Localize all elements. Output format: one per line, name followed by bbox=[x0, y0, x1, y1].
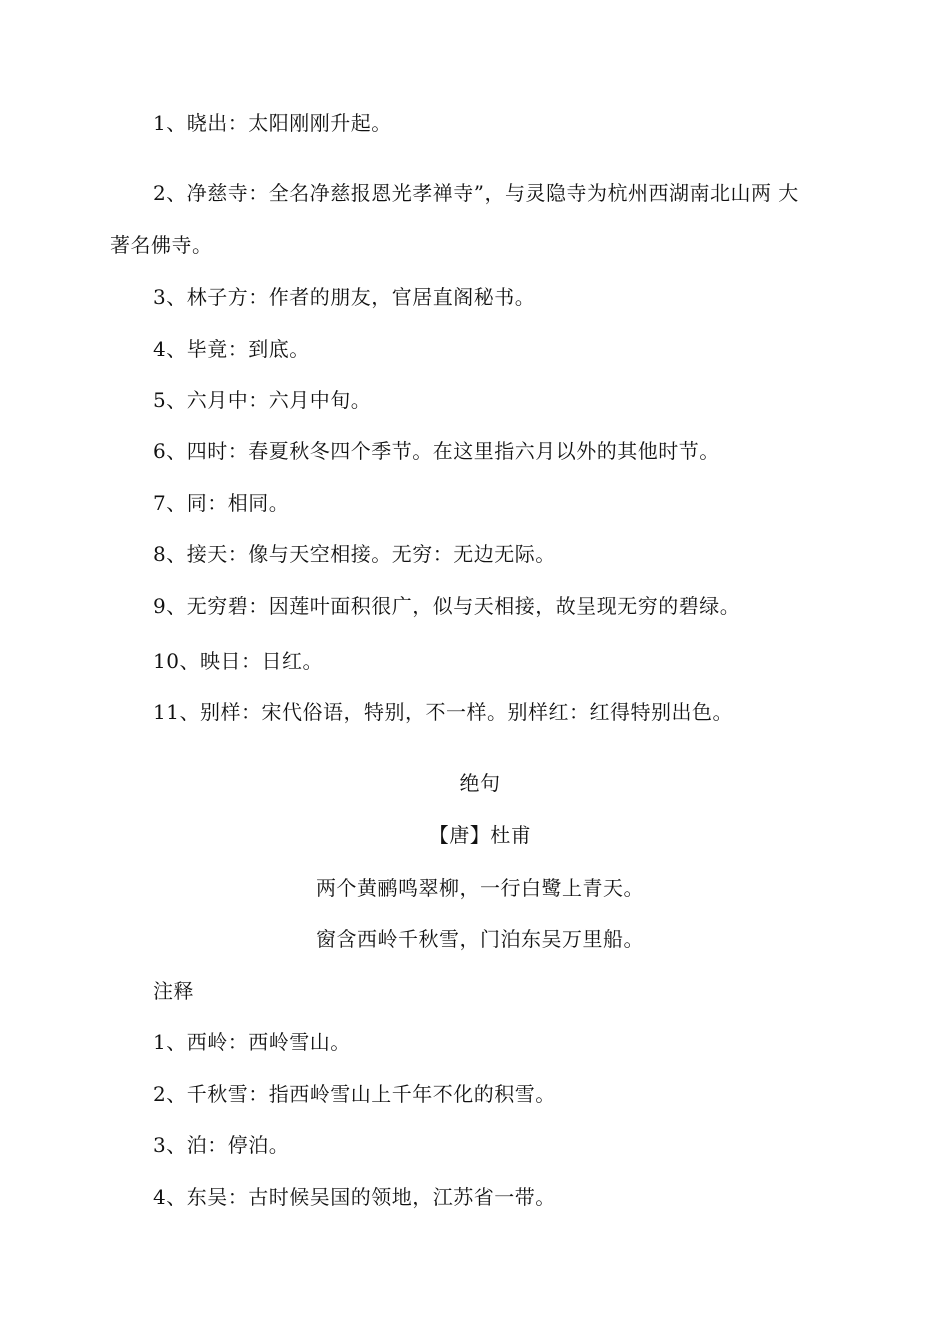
note-11: 11、别样：宋代俗语，特别，不一样。别样红：红得特别出色。 bbox=[153, 700, 733, 724]
note-10: 10、映日：日红。 bbox=[153, 649, 323, 673]
poem-author: 【唐】杜甫 bbox=[428, 823, 532, 847]
annotation-2: 2、千秋雪：指西岭雪山上千年不化的积雪。 bbox=[153, 1082, 556, 1106]
note-4: 4、毕竟：到底。 bbox=[153, 337, 310, 361]
poem-title: 绝句 bbox=[459, 771, 501, 795]
note-9: 9、无穷碧：因莲叶面积很广，似与天相接，故呈现无穷的碧绿。 bbox=[153, 594, 741, 618]
note-2: 2、净慈寺：全名净慈报恩光孝禅寺”，与灵隐寺为杭州西湖南北山两 大 bbox=[153, 181, 799, 205]
annotation-3: 3、泊：停泊。 bbox=[153, 1133, 290, 1157]
poem-line-1: 两个黄鹂鸣翠柳，一行白鹭上青天。 bbox=[316, 876, 644, 900]
poem-line-2: 窗含西岭千秋雪，门泊东吴万里船。 bbox=[316, 927, 644, 951]
note-3: 3、林子方：作者的朋友，官居直阁秘书。 bbox=[153, 285, 536, 309]
note-2-continued: 著名佛寺。 bbox=[110, 233, 213, 257]
annotation-heading: 注释 bbox=[153, 979, 194, 1003]
note-6: 6、四时：春夏秋冬四个季节。在这里指六月以外的其他时节。 bbox=[153, 439, 720, 463]
note-1: 1、晓出：太阳刚刚升起。 bbox=[153, 111, 392, 135]
note-8: 8、接天：像与天空相接。无穷：无边无际。 bbox=[153, 542, 556, 566]
note-5: 5、六月中：六月中旬。 bbox=[153, 388, 372, 412]
annotation-4: 4、东吴：古时候吴国的领地，江苏省一带。 bbox=[153, 1185, 556, 1209]
annotation-1: 1、西岭：西岭雪山。 bbox=[153, 1030, 351, 1054]
note-7: 7、同：相同。 bbox=[153, 491, 290, 515]
